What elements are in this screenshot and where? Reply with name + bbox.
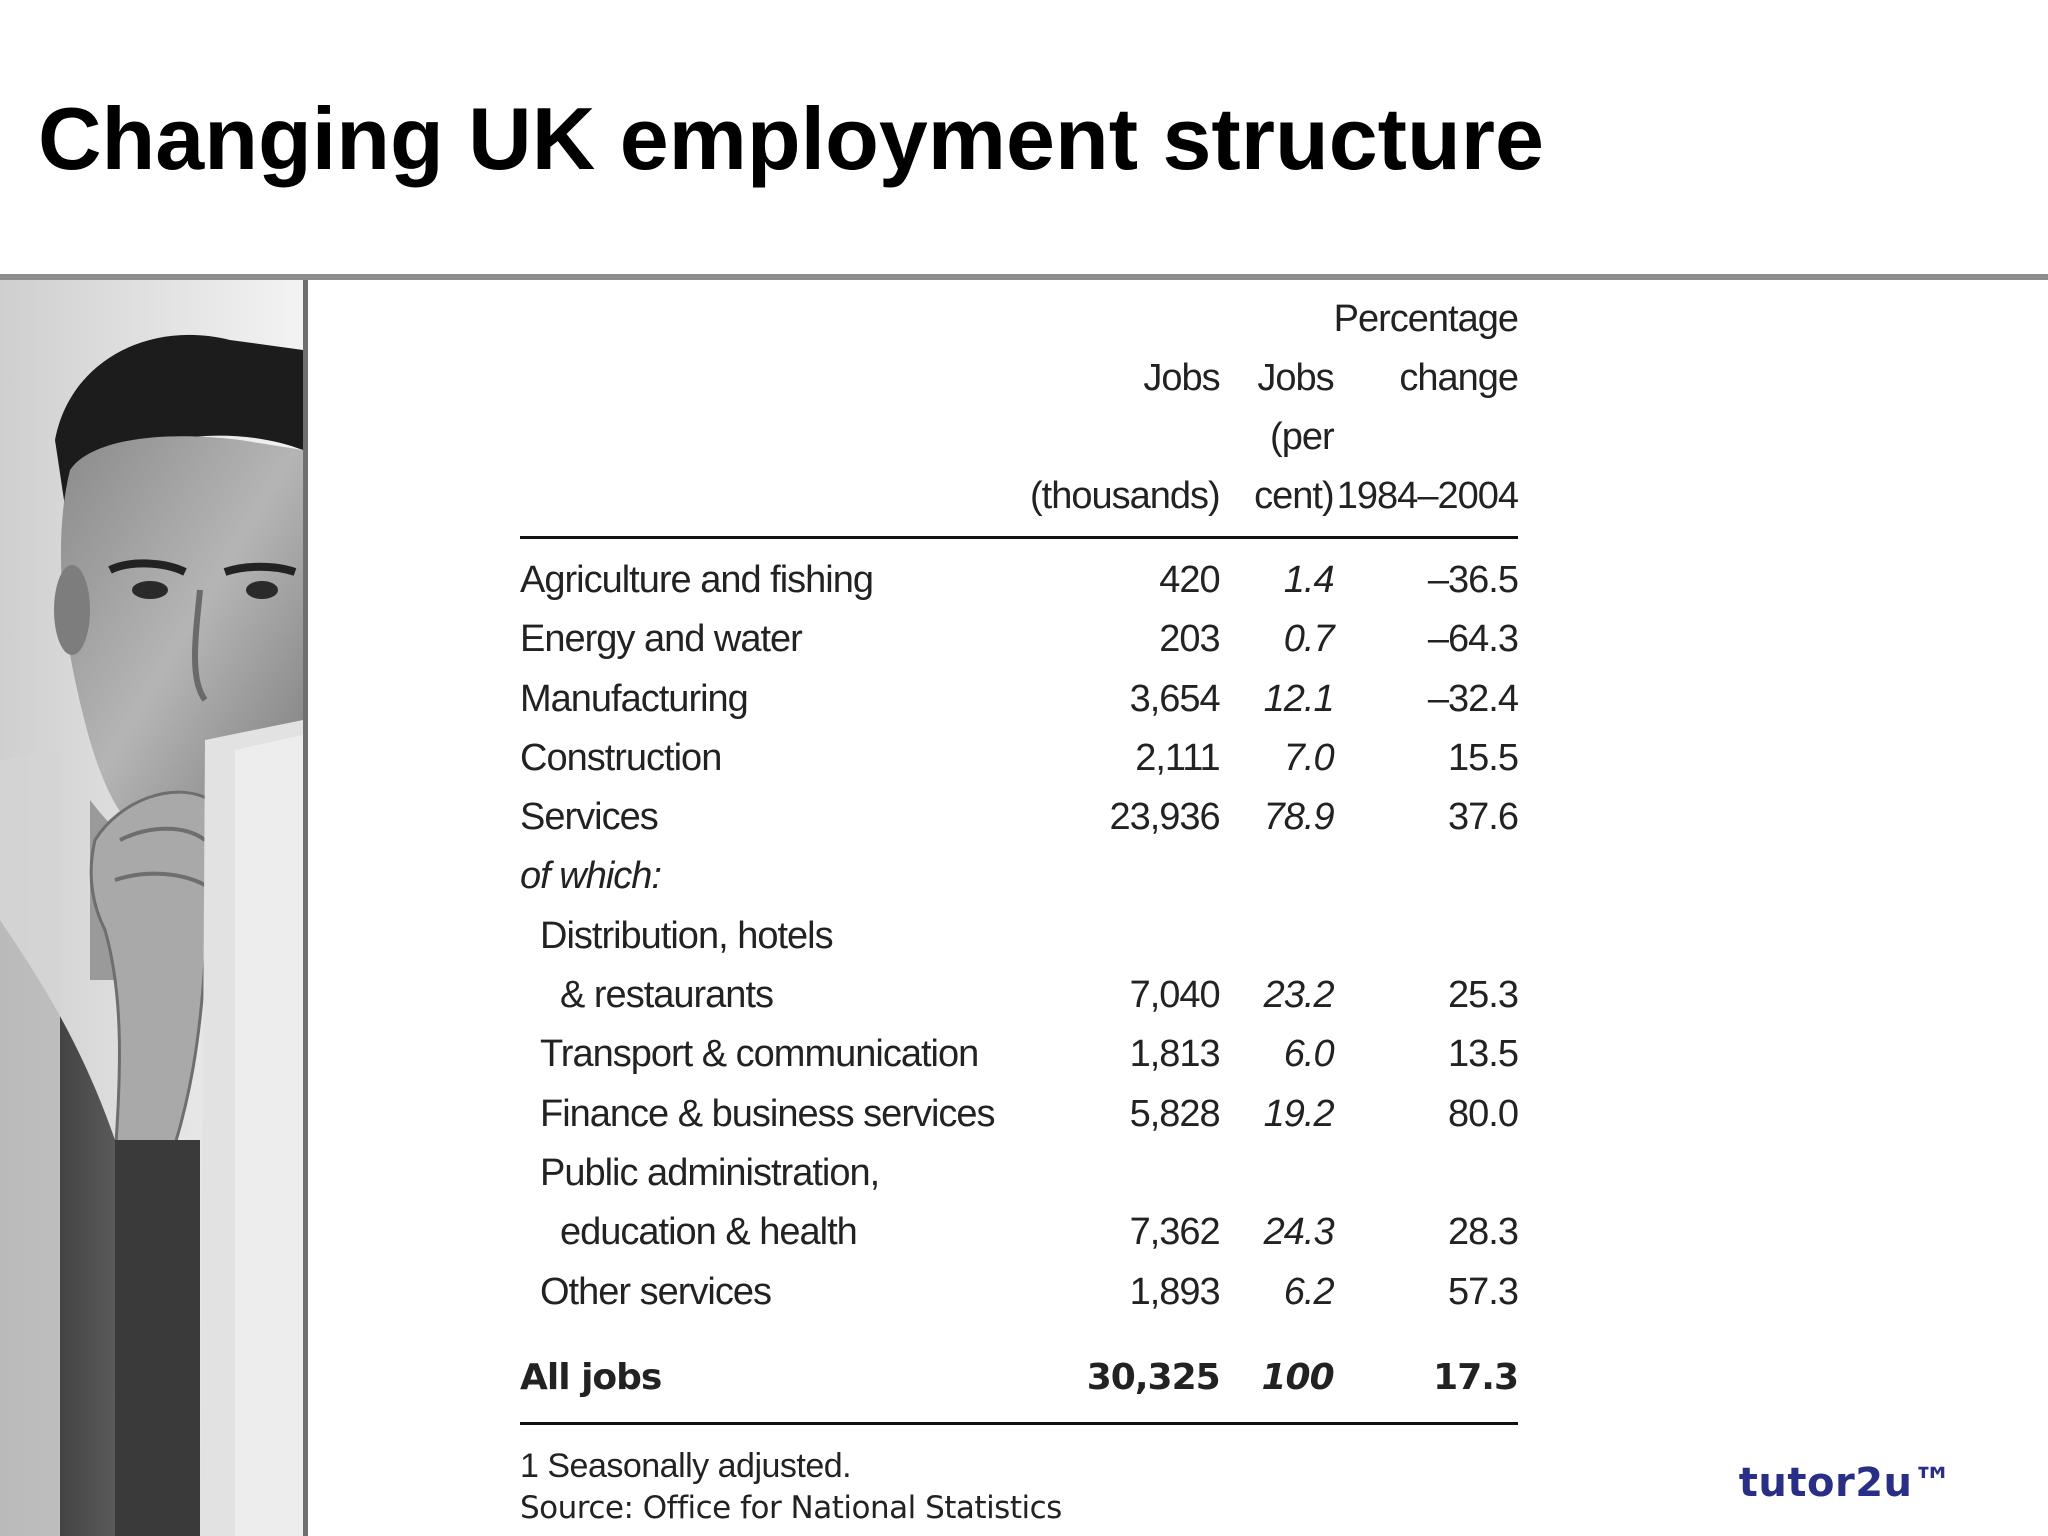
row-label-continued: education & health [560,1211,857,1254]
table-row [520,1144,1518,1203]
row-percent: 7.0 [1283,736,1334,779]
empty-cell [1030,907,1220,966]
table-row [520,1263,1518,1322]
row-label: Construction [520,736,722,779]
empty-cell [1220,847,1334,906]
header-change-line1: Percentage [1333,298,1518,340]
header-jobs-thousands-line2: (thousands) [1030,408,1220,538]
row-change: 13.5 [1448,1033,1518,1076]
row-change: 57.3 [1448,1270,1518,1313]
row-label: Distribution, hotels [540,914,833,957]
row-label: Agriculture and fishing [520,559,873,601]
row-label: Public administration, [540,1151,880,1194]
row-jobs: 7,362 [1129,1211,1220,1254]
row-jobs: 203 [1159,618,1220,661]
row-label: Manufacturing [520,677,748,720]
employment-table [520,290,1518,1425]
table-row [520,1025,1518,1084]
row-jobs: 5,828 [1129,1092,1220,1135]
row-percent: 0.7 [1283,618,1334,661]
total-percent: 100 [1220,1322,1334,1424]
header-jobs-thousands-line-blank [1030,290,1220,349]
row-label: Transport & communication [540,1033,979,1076]
row-change: –32.4 [1427,677,1518,720]
empty-cell [1334,1144,1518,1203]
header-jobs-thousands-line1: Jobs [1143,357,1220,399]
row-jobs: 23,936 [1109,796,1220,839]
empty-cell [1030,1144,1220,1203]
header-blank [520,349,1030,408]
header-jobs-percent-line-blank [1220,290,1334,349]
row-jobs: 1,813 [1129,1033,1220,1076]
row-percent: 12.1 [1263,677,1334,720]
table-row [520,966,1518,1025]
row-jobs: 420 [1159,559,1220,601]
row-percent: 6.2 [1283,1270,1334,1313]
table-row [520,788,1518,847]
table-row [520,907,1518,966]
table-row [520,729,1518,788]
empty-cell [1334,907,1518,966]
employment-table-container [520,290,1520,1529]
row-jobs: 3,654 [1129,677,1220,720]
total-row [520,1322,1518,1424]
row-label-continued: & restaurants [560,974,773,1017]
man-thinking-photo [0,280,303,1536]
header-blank [520,408,1030,538]
row-change: 28.3 [1448,1211,1518,1254]
row-change: 15.5 [1448,736,1518,779]
row-change: –36.5 [1427,559,1518,601]
header-jobs-percent-line1: Jobs [1257,357,1334,399]
source-note: Source: Office for National Statistics [520,1489,1062,1526]
row-change: 37.6 [1448,796,1518,839]
row-percent: 19.2 [1263,1092,1334,1135]
footnote: 1 Seasonally adjusted. [520,1446,852,1485]
empty-cell [1334,847,1518,906]
row-percent: 6.0 [1283,1033,1334,1076]
table-row [520,610,1518,669]
row-label: Finance & business services [540,1092,995,1135]
header-blank [520,290,1030,349]
header-change-line3: 1984–2004 [1334,408,1518,538]
slide-title: Changing UK employment structure [38,89,1544,188]
empty-cell [1030,847,1220,906]
of-which-label: of which: [520,855,661,898]
total-label: All jobs [520,1322,1030,1424]
row-percent: 23.2 [1263,974,1334,1017]
row-percent: 78.9 [1263,796,1334,839]
row-label: Services [520,796,658,839]
total-jobs: 30,325 [1030,1322,1220,1424]
table-row [520,538,1518,611]
photo-border [303,280,308,1536]
row-percent: 1.4 [1283,559,1334,601]
total-change: 17.3 [1334,1322,1518,1424]
table-row [520,670,1518,729]
row-jobs: 2,111 [1135,736,1220,779]
header-change-line2: change [1399,357,1518,399]
empty-cell [1220,907,1334,966]
row-percent: 24.3 [1263,1211,1334,1254]
row-label: Other services [540,1270,771,1313]
table-row [520,1085,1518,1144]
table-row [520,1203,1518,1262]
empty-cell [1220,1144,1334,1203]
table-row [520,847,1518,906]
row-label: Energy and water [520,618,802,661]
row-change: 25.3 [1448,974,1518,1017]
row-change: 80.0 [1448,1092,1518,1135]
tutor2u-logo: tutor2u™ [1738,1460,1953,1506]
row-change: –64.3 [1427,618,1518,661]
row-jobs: 1,893 [1129,1270,1220,1313]
row-jobs: 7,040 [1129,974,1220,1017]
header-jobs-percent-line2: (per cent) [1220,408,1334,538]
